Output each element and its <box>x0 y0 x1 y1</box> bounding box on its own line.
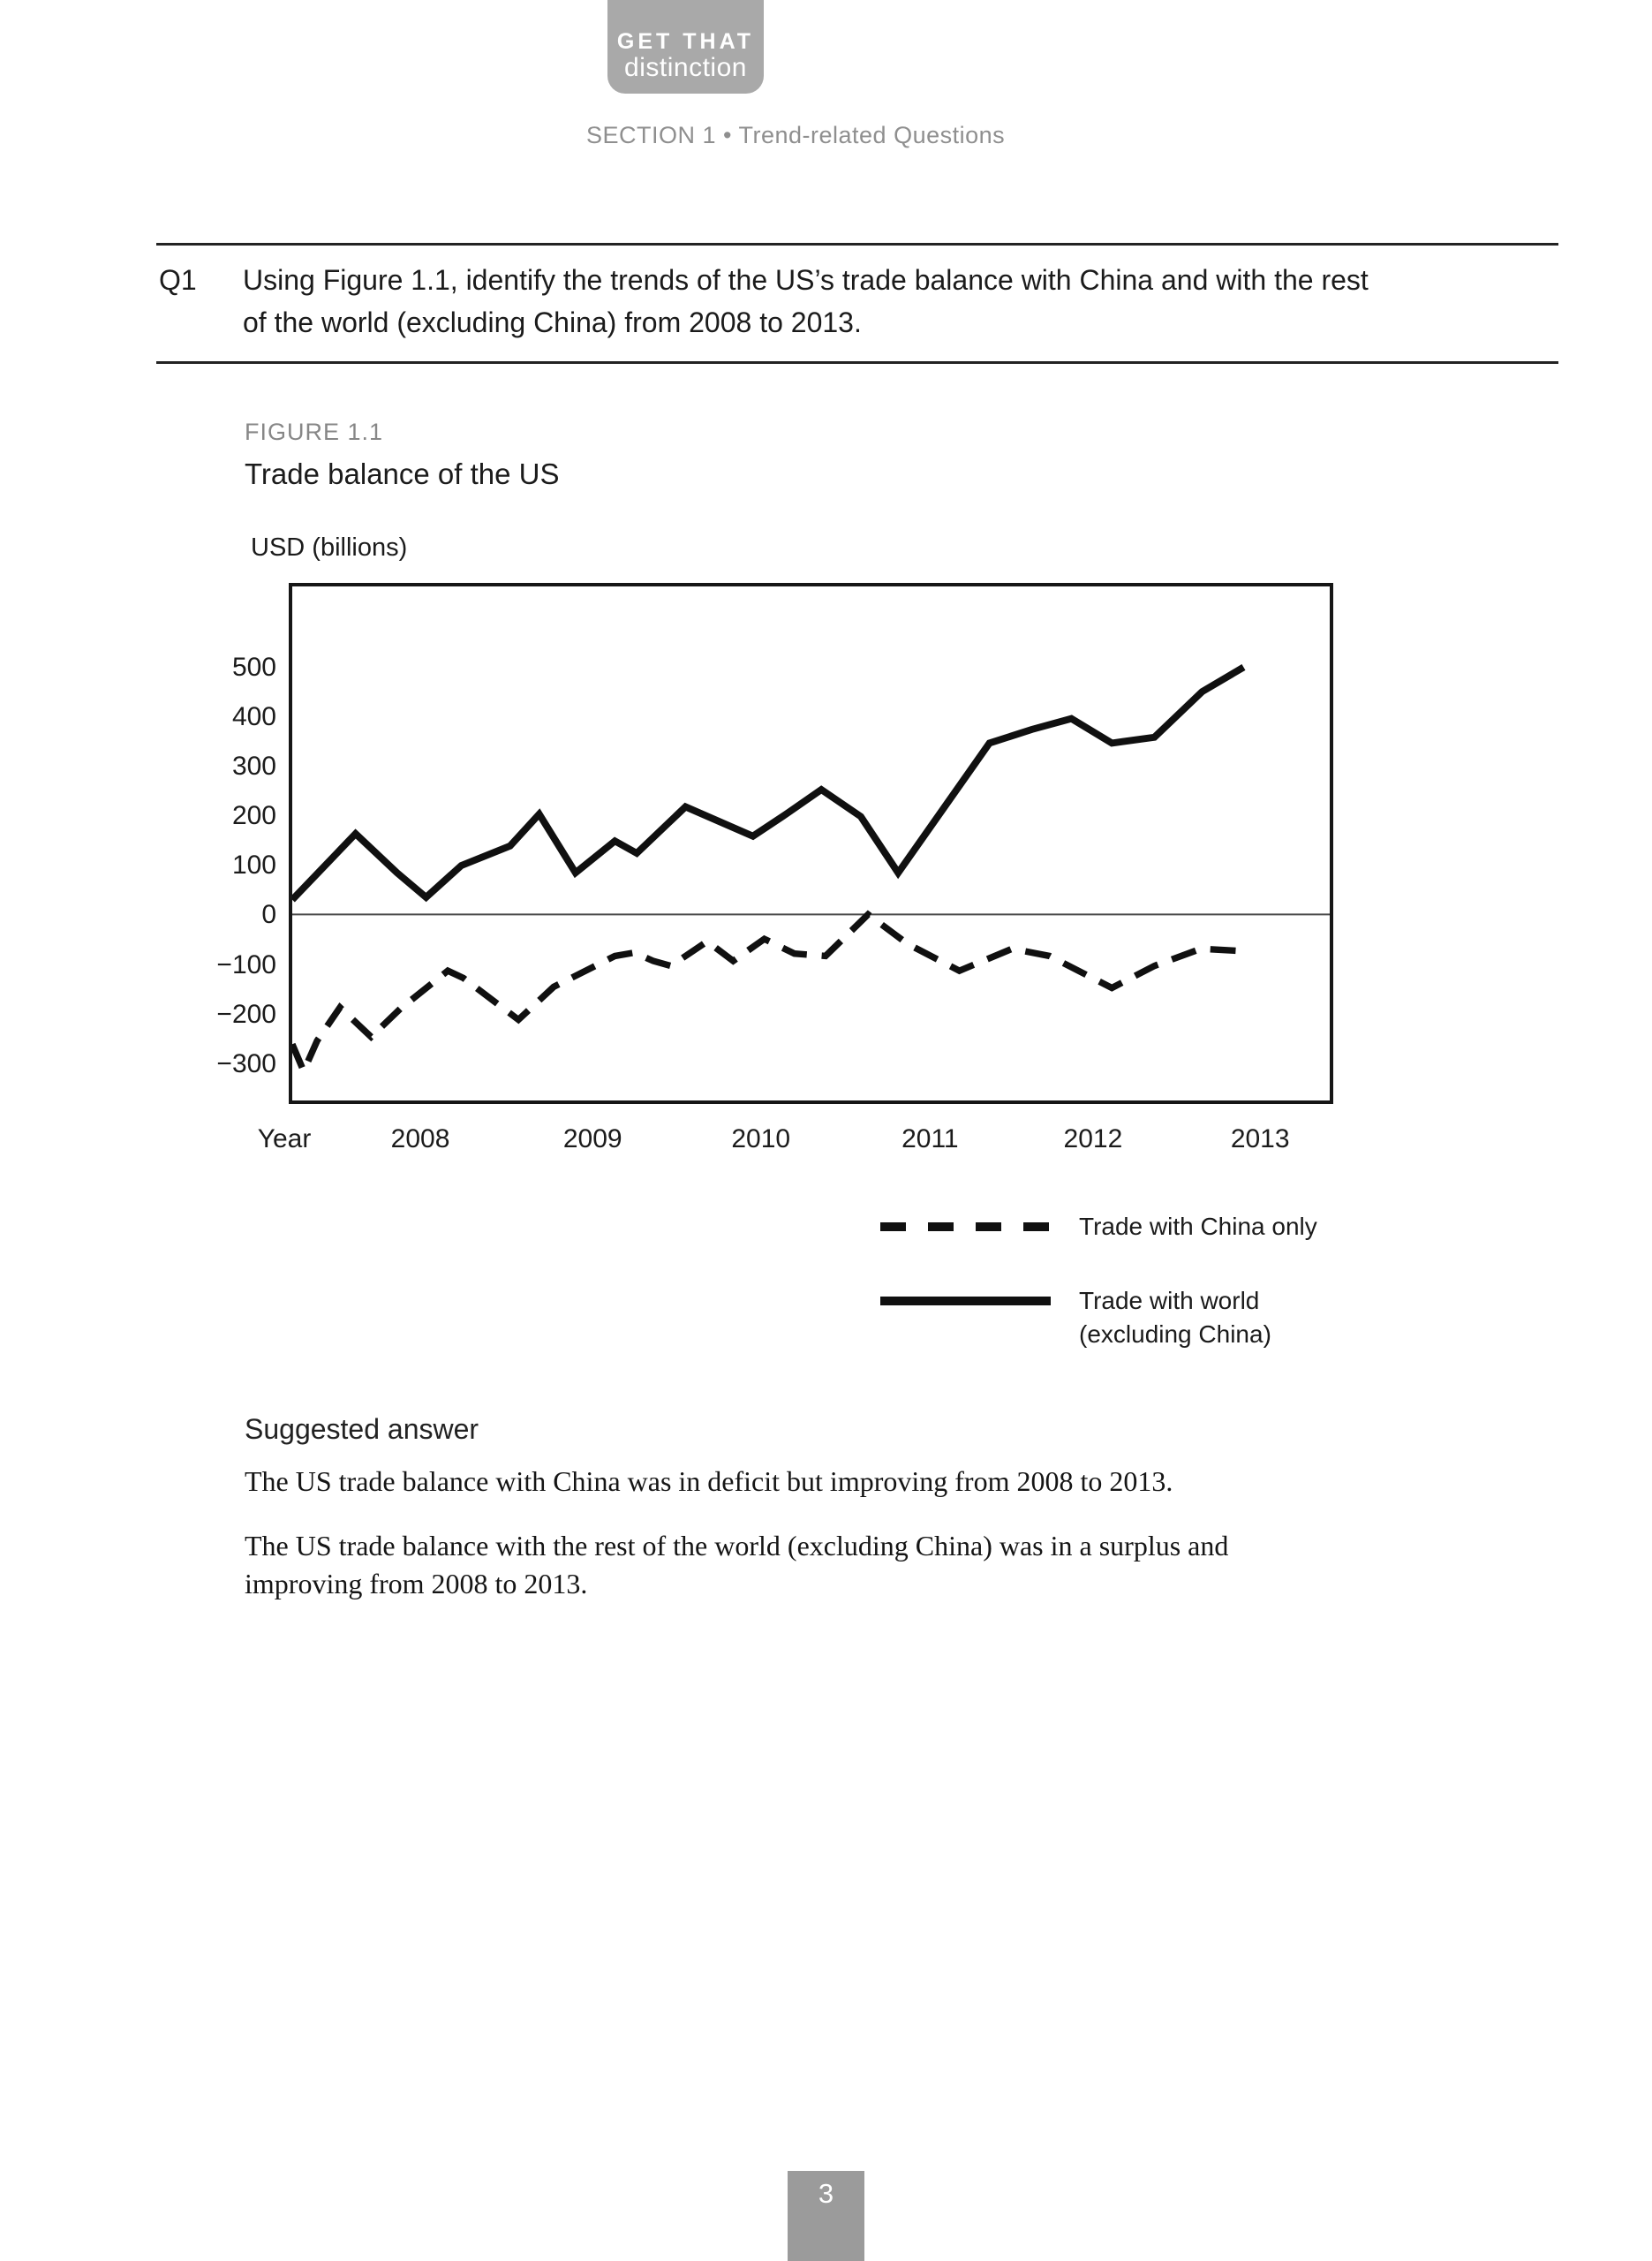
china-trade-series-line <box>292 914 1243 1070</box>
x-tick-label-2012: 2012 <box>1063 1124 1123 1153</box>
y-tick-label-100: 100 <box>231 851 276 881</box>
answer-paragraph-2-line-2: improving from 2008 to 2013. <box>245 1568 588 1599</box>
answer-paragraph-2 <box>245 1527 1481 1603</box>
y-tick-label--100: −100 <box>216 949 276 979</box>
y-axis-unit-label: USD (billions) <box>251 533 408 562</box>
suggested-answer-body <box>245 1463 1481 1603</box>
x-axis-title-year: Year <box>257 1124 312 1153</box>
y-tick-label--300: −300 <box>216 1049 276 1079</box>
y-tick-label-500: 500 <box>231 652 276 682</box>
get-that-distinction-badge <box>607 0 764 94</box>
section-header: SECTION 1 • Trend-related Questions <box>586 122 1006 148</box>
chart-plot-area <box>289 583 1333 1104</box>
question-divider-bottom <box>156 361 1558 364</box>
badge-line-1: GET THAT <box>616 29 755 54</box>
figure-label: FIGURE 1.1 <box>245 419 384 445</box>
trade-balance-chart <box>292 586 1330 1100</box>
question-text <box>243 259 1576 344</box>
x-tick-label-2010: 2010 <box>731 1124 791 1153</box>
page-number-tab <box>788 2171 864 2261</box>
legend-item-1 <box>880 1210 1428 1244</box>
y-tick-label-300: 300 <box>231 751 276 781</box>
chart-legend <box>880 1210 1428 1351</box>
answer-paragraph-2-line-1: The US trade balance with the rest of the world (excluding China) was in a surplus and <box>245 1530 1229 1562</box>
question-divider-top <box>156 243 1558 246</box>
legend-label-2-line-2: (excluding China) <box>1079 1320 1271 1348</box>
world-trade-series-line <box>292 667 1243 899</box>
y-tick-label-0: 0 <box>261 900 276 930</box>
y-tick-label-400: 400 <box>231 701 276 731</box>
legend-label-1 <box>1079 1210 1317 1244</box>
dashed-line-sample-icon <box>880 1210 1051 1244</box>
legend-label-2-line-1: Trade with world <box>1079 1287 1260 1314</box>
legend-label-1-line-1: Trade with China only <box>1079 1213 1317 1240</box>
question-text-line-1: Using Figure 1.1, identify the trends of the US’s trade balance with China and with the rest <box>243 264 1369 296</box>
x-tick-label-2013: 2013 <box>1230 1124 1290 1153</box>
suggested-answer-heading: Suggested answer <box>245 1413 479 1445</box>
question-text-line-2: of the world (excluding China) from 2008 to 2013. <box>243 306 862 338</box>
x-tick-label-2011: 2011 <box>901 1124 959 1153</box>
x-tick-label-2009: 2009 <box>562 1124 622 1153</box>
question-number: Q1 <box>159 264 197 296</box>
figure-title: Trade balance of the US <box>245 457 560 490</box>
solid-line-sample-icon <box>880 1284 1051 1318</box>
legend-item-2 <box>880 1284 1428 1351</box>
answer-paragraph-1 <box>245 1463 1481 1501</box>
x-tick-label-2008: 2008 <box>390 1124 450 1153</box>
y-tick-label-200: 200 <box>231 801 276 831</box>
badge-line-2: distinction <box>624 53 747 82</box>
y-tick-label--200: −200 <box>216 999 276 1029</box>
legend-label-2 <box>1079 1284 1271 1351</box>
page-number: 3 <box>818 2178 834 2209</box>
answer-paragraph-1-line-1: The US trade balance with China was in deficit but improving from 2008 to 2013. <box>245 1465 1173 1497</box>
